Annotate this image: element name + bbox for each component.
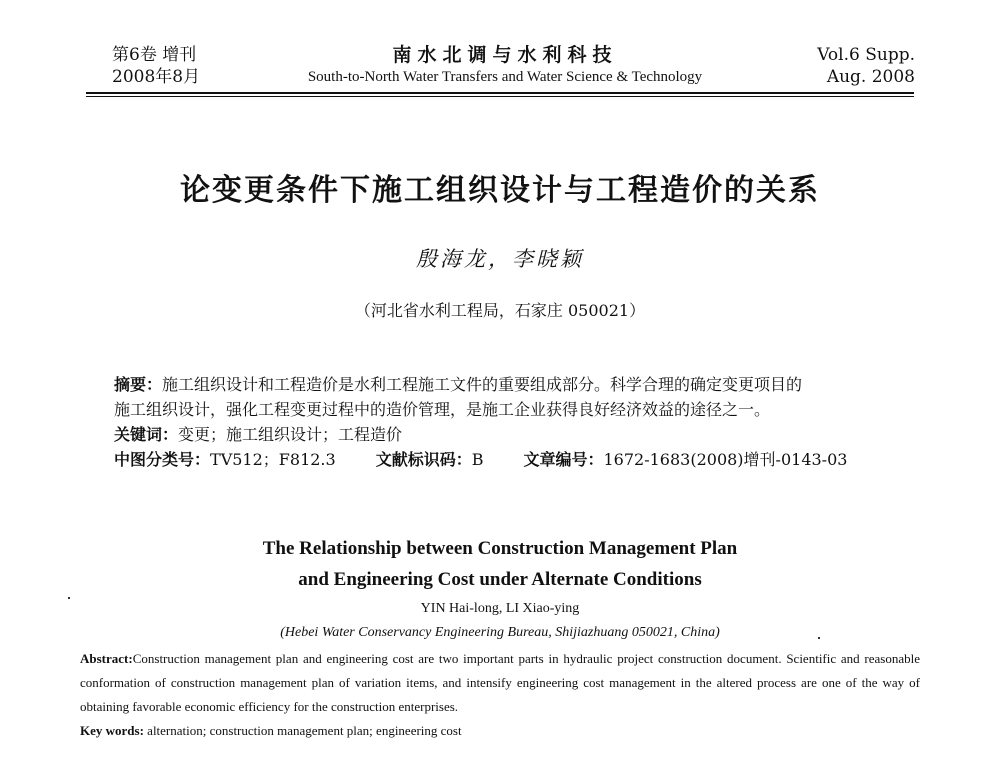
keywords-en <box>80 719 920 743</box>
keywords-label-cn: 关键词： <box>114 425 179 444</box>
abstract-block-cn <box>114 372 914 472</box>
keywords-text-en: alternation; construction management plan; engineering cost <box>147 723 462 738</box>
header-rule-thin <box>86 96 914 97</box>
article-no-value: 1672-1683(2008)增刊-0143-03 <box>603 450 848 469</box>
title-en-line2: and Engineering Cost under Alternate Conditions <box>298 569 702 590</box>
abstract-cn-line2: 施工组织设计，强化工程变更过程中的造价管理，是施工企业获得良好经济效益的途径之一。 <box>114 400 771 419</box>
abstract-en <box>80 647 920 719</box>
keywords-label-en: Key words: <box>80 723 144 738</box>
abstract-label-cn: 摘要： <box>114 375 163 394</box>
scan-speck <box>818 637 820 639</box>
english-section <box>80 533 920 743</box>
keywords-cn <box>114 422 914 447</box>
clc-label: 中图分类号： <box>114 450 211 469</box>
affiliation-cn: （河北省水利工程局，石家庄 050021） <box>354 301 646 320</box>
keywords-text-cn: 变更；施工组织设计；工程造价 <box>178 425 403 444</box>
authors-cn: 殷海龙，李晓颖 <box>416 247 584 271</box>
abstract-cn-text1: 施工组织设计和工程造价是水利工程施工文件的重要组成部分。科学合理的确定变更项目的 <box>162 375 803 394</box>
scan-speck <box>68 597 70 599</box>
abstract-label-en: Abstract: <box>80 651 133 666</box>
doc-code-label: 文献标识码： <box>375 450 472 469</box>
authors-en: YIN Hai-long, LI Xiao-ying <box>420 601 580 616</box>
volume-en: Vol.6 Supp. <box>817 45 915 65</box>
clc-value: TV512；F812.3 <box>210 450 336 469</box>
affiliation-en: (Hebei Water Conservancy Engineering Bureau, Shijiazhuang 050021, China) <box>280 625 720 640</box>
abstract-block-en <box>80 647 920 743</box>
header-left <box>112 44 200 88</box>
date-en: Aug. 2008 <box>826 67 915 87</box>
journal-name-cn: 南水北调与水利科技 <box>392 44 618 66</box>
header-rule-thick <box>86 92 914 94</box>
header-right <box>780 44 915 88</box>
volume-cn: 第6卷 增刊 <box>112 45 197 65</box>
article-title-en <box>80 533 920 595</box>
date-cn: 2008年8月 <box>112 67 201 87</box>
abstract-text-en: Construction management plan and engineering cost are two important parts in hydraulic project construction document. Scientific and reasonable conformation of construction management plan of variation items, and intensify engineering cost management in the altered process are one of the way of obtaining favorable economic efficiency for the construction enterprises. <box>80 651 920 714</box>
article-no-label: 文章编号： <box>523 450 604 469</box>
journal-name-en: South-to-North Water Transfers and Water Science & Technology <box>307 69 703 85</box>
abstract-cn-line1 <box>114 372 914 397</box>
title-en-line1: The Relationship between Construction Management Plan <box>262 538 738 559</box>
article-title-cn: 论变更条件下施工组织设计与工程造价的关系 <box>180 173 820 208</box>
journal-header <box>0 0 1000 100</box>
header-center <box>280 44 730 88</box>
doc-code-value: B <box>471 450 484 469</box>
classification-line <box>114 447 914 472</box>
